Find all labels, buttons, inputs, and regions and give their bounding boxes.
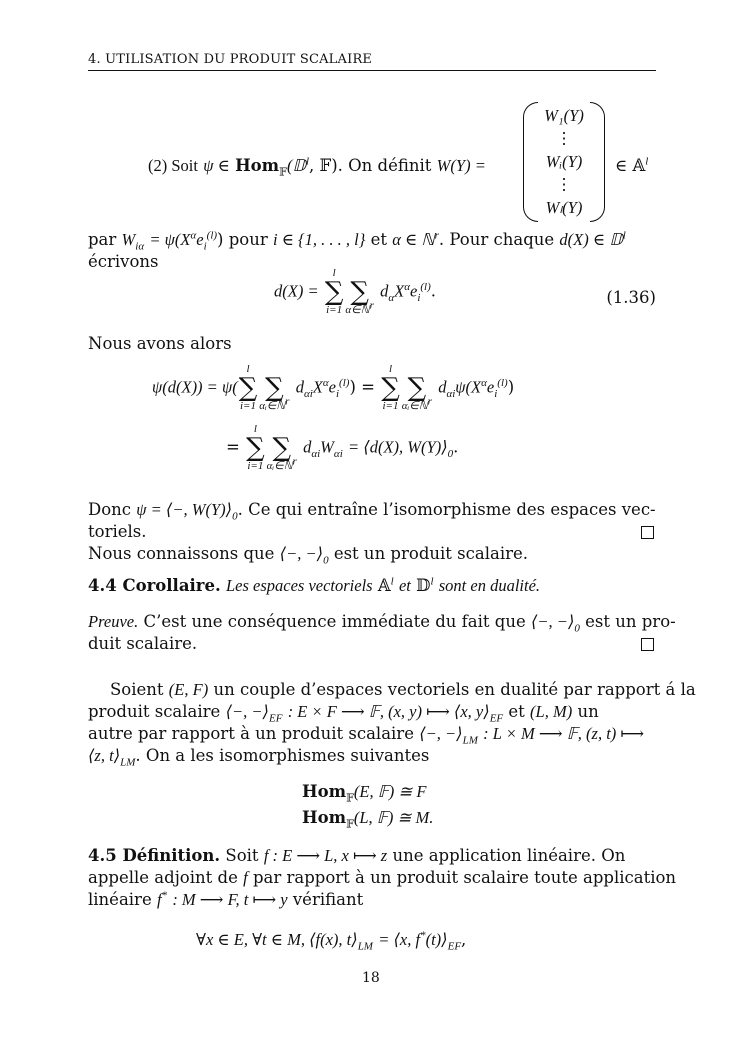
- soient-line-2: produit scalaire ⟨−, $-⟩_{EF}$ : E × F ⟶ 𝔽, (x, y) ⟼ ⟨x, $y⟩_{EF}$ et (L, M) un: [88, 702, 599, 725]
- nous-connaissons-line: Nous connaissons que ⟨−, $-⟩_0$ est un produit scalaire.: [88, 544, 528, 567]
- document-page: [88, 0, 696, 1053]
- vector-right-paren: [590, 102, 605, 222]
- definition-line-3: linéaire f* : M ⟶ F, t ⟼ y vérifiant: [88, 889, 364, 909]
- nous-avons-alors: Nous avons alors: [88, 334, 232, 353]
- preuve-line: Preuve. C’est une conséquence immédiate du fait que ⟨−, $-⟩_0$ est un pro-: [88, 612, 676, 635]
- definition-line-2: appelle adjoint de f par rapport à un produit scalaire toute application: [88, 868, 677, 887]
- iso-line-2: Hom$_𝔽$(L, 𝔽) ≅ M.: [302, 808, 434, 831]
- equation-psi-d: ψ(d(X)) = ψ( l ∑ i=1 ∑ αᵢ∈ℕ$^r$ $d_{\alpha i}X^\alpha e_i^{(l)}$) = l ∑ i=1 ∑ αᵢ∈ℕ$^r$ $d_{\alpha i}\psi(X^\alpha e_i^{(l)})$: [152, 363, 515, 412]
- page-number: 18: [362, 970, 380, 986]
- equation-number: (1.36): [606, 288, 656, 307]
- sum-i: l ∑ i=1: [324, 267, 344, 316]
- header-rule: [88, 70, 656, 71]
- corollaire-4-4: 4.4 Corollaire. Les espaces vectoriels 𝔸$^l$ et 𝔻$^l$ sont en dualité.: [88, 575, 541, 595]
- running-header: 4. UTILISATION DU PRODUIT SCALAIRE: [88, 52, 373, 67]
- iso-line-1: Hom$_𝔽$(E, 𝔽) ≅ F: [302, 782, 427, 805]
- definition-line-1: 4.5 Définition. Soit f : E ⟶ L, x ⟼ z une application linéaire. On: [88, 846, 626, 865]
- part2-line: (2) Soit ψ ∈ Hom$_𝔽$(𝔻$^l$, 𝔽). On définit W(Y) =: [148, 155, 486, 179]
- qed-square-icon: [641, 526, 654, 539]
- soient-line-4: ⟨z, $t⟩_{LM}$. On a les isomorphismes suivantes: [88, 746, 430, 769]
- par-line: par $W_{i\alpha} = \psi(X^\alpha e_i^{(l)})$ pour i ∈ {1, . . . , l} et α ∈ ℕ$^r$. Pour chaque d(X) ∈ 𝔻$^l$: [88, 229, 626, 253]
- qed-square-icon: [641, 638, 654, 651]
- preuve-line-2: duit scalaire.: [88, 634, 198, 653]
- equation-1-36: d(X) = l ∑ i=1 ∑ α∈ℕ$^r$ $d_\alpha X^\alpha e_i^{(l)}$.: [274, 267, 437, 316]
- donc-line-2: toriels.: [88, 522, 147, 541]
- soient-line-1: Soient (E, F) un couple d’espaces vectoriels en dualité par rapport á la: [110, 680, 696, 699]
- soient-line-3: autre par rapport à un produit scalaire ⟨−, $-⟩_{LM}$ : L × M ⟶ 𝔽, (z, t) ⟼: [88, 724, 645, 747]
- vector-w: W₁(Y) ⋮ Wᵢ(Y) ⋮ Wₗ(Y): [544, 106, 584, 217]
- adjoint-equation: ∀x ∈ E, ∀t ∈ M, ⟨f(x), $t⟩_{LM}$ = ⟨x, $f^*(t)⟩_{EF}$,: [196, 929, 467, 953]
- equation-sum-w: = l ∑ i=1 ∑ αᵢ∈ℕ$^r$ $d_{\alpha i}W_{\alpha i}$ = ⟨d(X), $W(Y)⟩_0$.: [226, 423, 459, 472]
- vector-space: ∈ 𝔸$^l$: [615, 155, 649, 175]
- donc-line: Donc ψ = ⟨−, $W(Y)⟩_0$. Ce qui entraîne l’isomorphisme des espaces vec-: [88, 500, 656, 523]
- sum-alpha: ∑ α∈ℕ$^r$: [345, 277, 374, 316]
- ecrivons-line: écrivons: [88, 252, 159, 271]
